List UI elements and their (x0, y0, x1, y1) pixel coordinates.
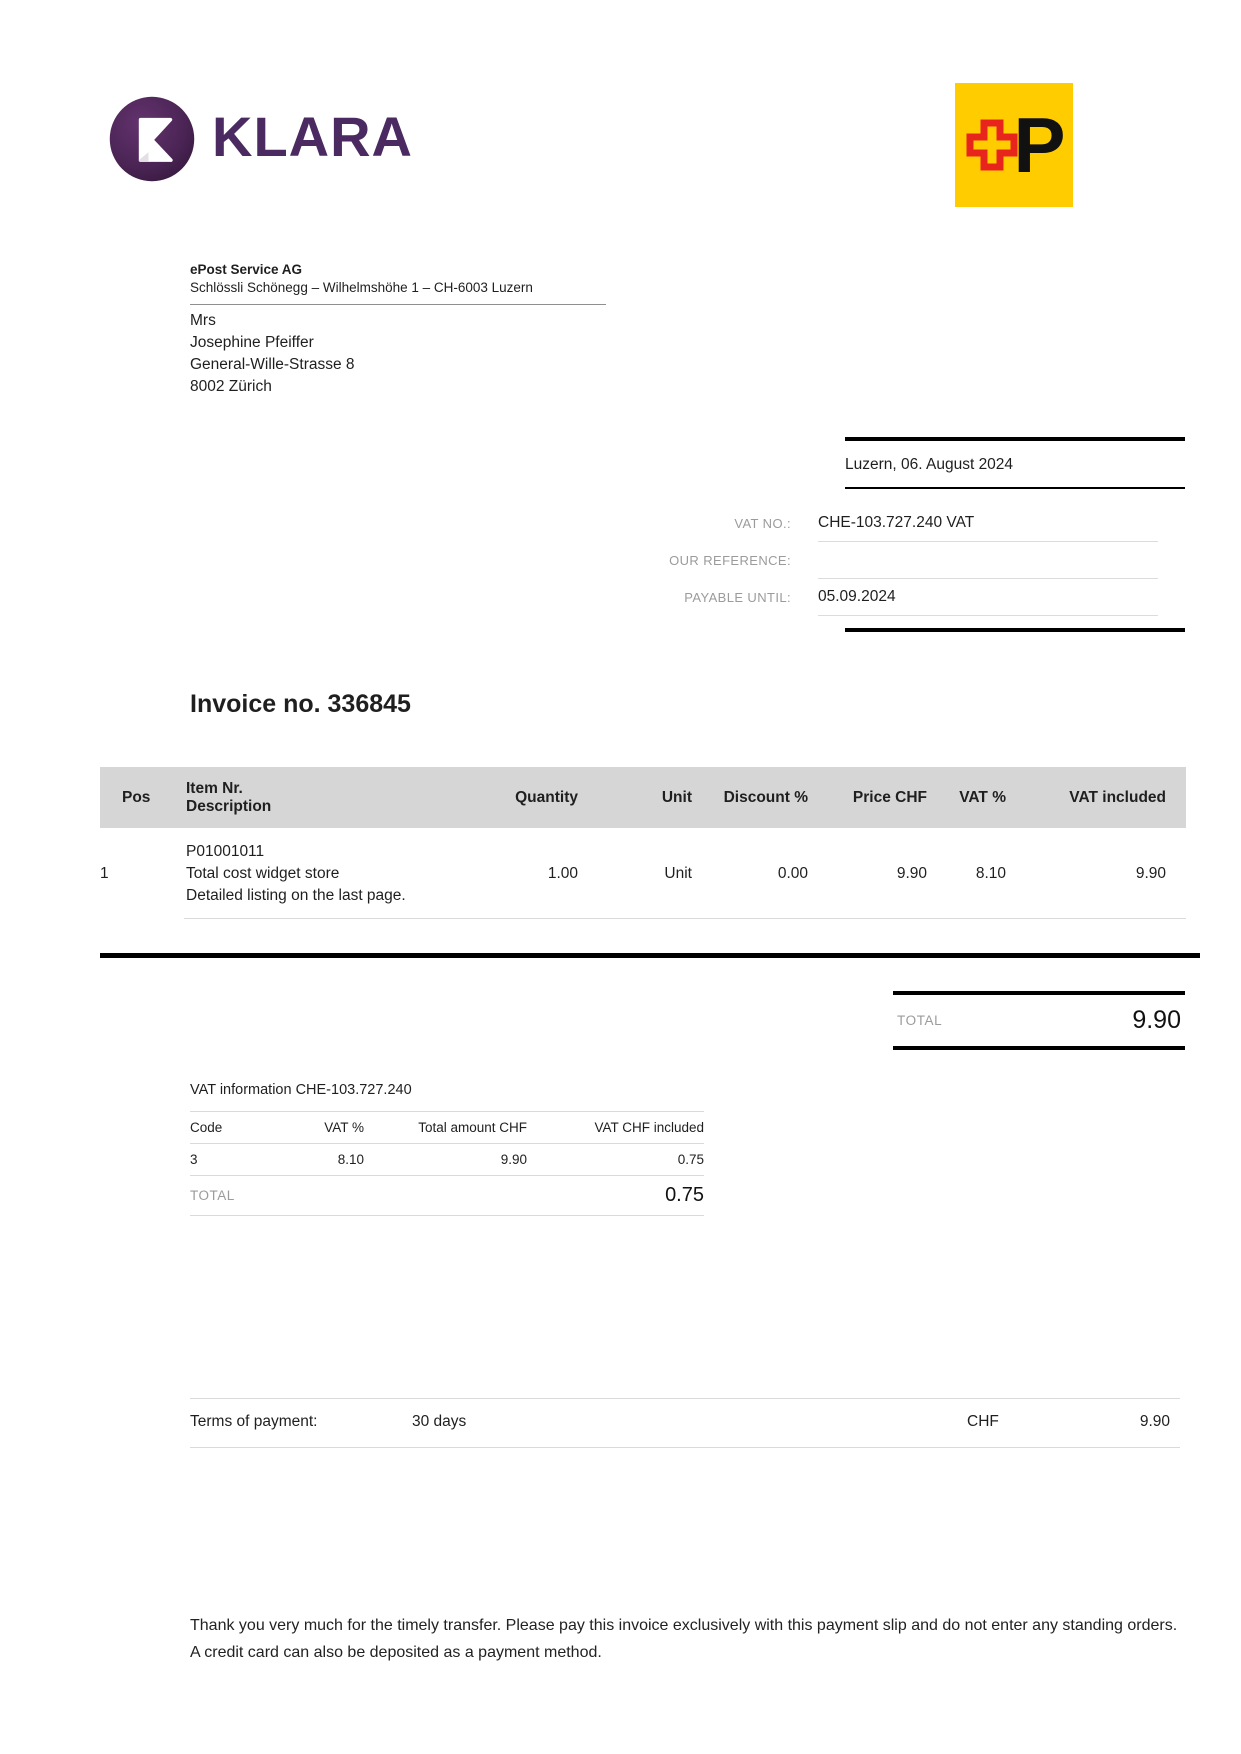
recipient-street: General-Wille-Strasse 8 (190, 356, 355, 373)
header-quantity: Quantity (515, 788, 578, 806)
recipient-city: 8002 Zürich (190, 378, 272, 395)
payable-until-value: 05.09.2024 (818, 579, 1158, 616)
row-discount: 0.00 (777, 865, 808, 882)
table-row (100, 828, 1186, 907)
vat-information-section (190, 1082, 704, 1216)
terms-amounts (967, 1413, 1170, 1431)
sender-block (190, 262, 606, 305)
invoice-info-panel (638, 437, 1185, 632)
invoice-total-box (893, 991, 1185, 1050)
header-vat-included: VAT included (1069, 788, 1166, 806)
items-row-divider (184, 918, 1186, 919)
header-discount: Discount % (723, 788, 808, 806)
our-reference-value (818, 542, 1158, 579)
row-padding (1166, 841, 1186, 907)
footer-note: Thank you very much for the timely transfer. Please pay this invoice exclusively with this payment slip and do not enter any standing orders. A credit card can also be deposited as a payment method. (190, 1617, 1178, 1661)
terms-of-payment-row (190, 1398, 1180, 1448)
swiss-post-logo-inner (964, 101, 1064, 189)
vat-information-title: VAT information CHE-103.727.240 (190, 1082, 412, 1098)
row-vat-included: 9.90 (1135, 865, 1166, 882)
vat-header-code: Code (190, 1120, 223, 1135)
row-price: 9.90 (896, 865, 927, 882)
terms-currency: CHF (967, 1413, 999, 1430)
total-label: TOTAL (897, 1013, 943, 1028)
info-bottom-rule (845, 628, 1185, 632)
info-row-vat-no (638, 505, 1185, 542)
vat-no-value: CHE-103.727.240 VAT (818, 505, 1158, 542)
row-note: Detailed listing on the last page. (186, 887, 406, 904)
info-rows (638, 505, 1185, 616)
row-description: Total cost widget store (186, 865, 340, 882)
sender-name: ePost Service AG (190, 262, 303, 277)
vat-header-pct: VAT % (324, 1120, 364, 1135)
row-item-description (186, 841, 456, 907)
header-pos: Pos (122, 788, 151, 806)
row-vat: 8.10 (975, 865, 1006, 882)
vat-total-label: TOTAL (190, 1188, 235, 1203)
vat-row-total-amount: 9.90 (500, 1152, 527, 1167)
vat-no-label: VAT NO.: (734, 516, 791, 531)
payable-until-label: PAYABLE UNTIL: (684, 590, 791, 605)
our-reference-label: OUR REFERENCE: (669, 553, 791, 568)
row-pos: 1 (100, 865, 109, 882)
vat-row-code: 3 (190, 1152, 198, 1167)
header-description: Description (186, 797, 272, 815)
recipient-name: Josephine Pfeiffer (190, 334, 314, 351)
vat-table (190, 1111, 704, 1216)
swiss-post-logo (955, 83, 1073, 207)
header-item-description (186, 780, 456, 816)
recipient-block (190, 310, 355, 398)
header-price: Price CHF (852, 788, 927, 806)
vat-row-included: 0.75 (677, 1152, 704, 1167)
header-vat: VAT % (959, 788, 1006, 806)
invoice-title: Invoice no. 336845 (190, 690, 411, 718)
header-unit: Unit (661, 788, 692, 806)
recipient-salutation: Mrs (190, 312, 216, 329)
klara-wordmark: KLARA (212, 105, 413, 168)
terms-amount: 9.90 (1139, 1413, 1170, 1430)
info-row-our-reference (638, 542, 1185, 579)
vat-header-total-amount: Total amount CHF (418, 1120, 527, 1135)
vat-table-row (190, 1144, 704, 1176)
row-item-nr: P01001011 (186, 843, 265, 860)
vat-row-pct: 8.10 (337, 1152, 364, 1167)
items-table (100, 767, 1186, 919)
row-quantity: 1.00 (547, 865, 578, 882)
vat-table-header (190, 1111, 704, 1144)
vat-total-value: 0.75 (665, 1184, 704, 1206)
klara-logo (108, 95, 413, 183)
swiss-post-cross-icon (964, 117, 1020, 173)
vat-table-total-row (190, 1176, 704, 1216)
terms-label: Terms of payment: (190, 1413, 318, 1430)
place-date: Luzern, 06. August 2024 (845, 437, 1185, 489)
sender-address: Schlössli Schönegg – Wilhelmshöhe 1 – CH-6003 Luzern (190, 280, 533, 295)
row-unit: Unit (664, 865, 692, 882)
info-row-payable-until (638, 579, 1185, 616)
items-table-bottom-rule (100, 953, 1200, 958)
terms-value: 30 days (412, 1413, 467, 1430)
items-table-header (100, 767, 1186, 828)
swiss-post-p-letter: P (1013, 101, 1064, 189)
klara-circle-icon (108, 95, 196, 183)
total-value: 9.90 (1132, 1006, 1181, 1034)
vat-header-included: VAT CHF included (594, 1120, 704, 1135)
header-item-nr: Item Nr. (186, 779, 243, 797)
